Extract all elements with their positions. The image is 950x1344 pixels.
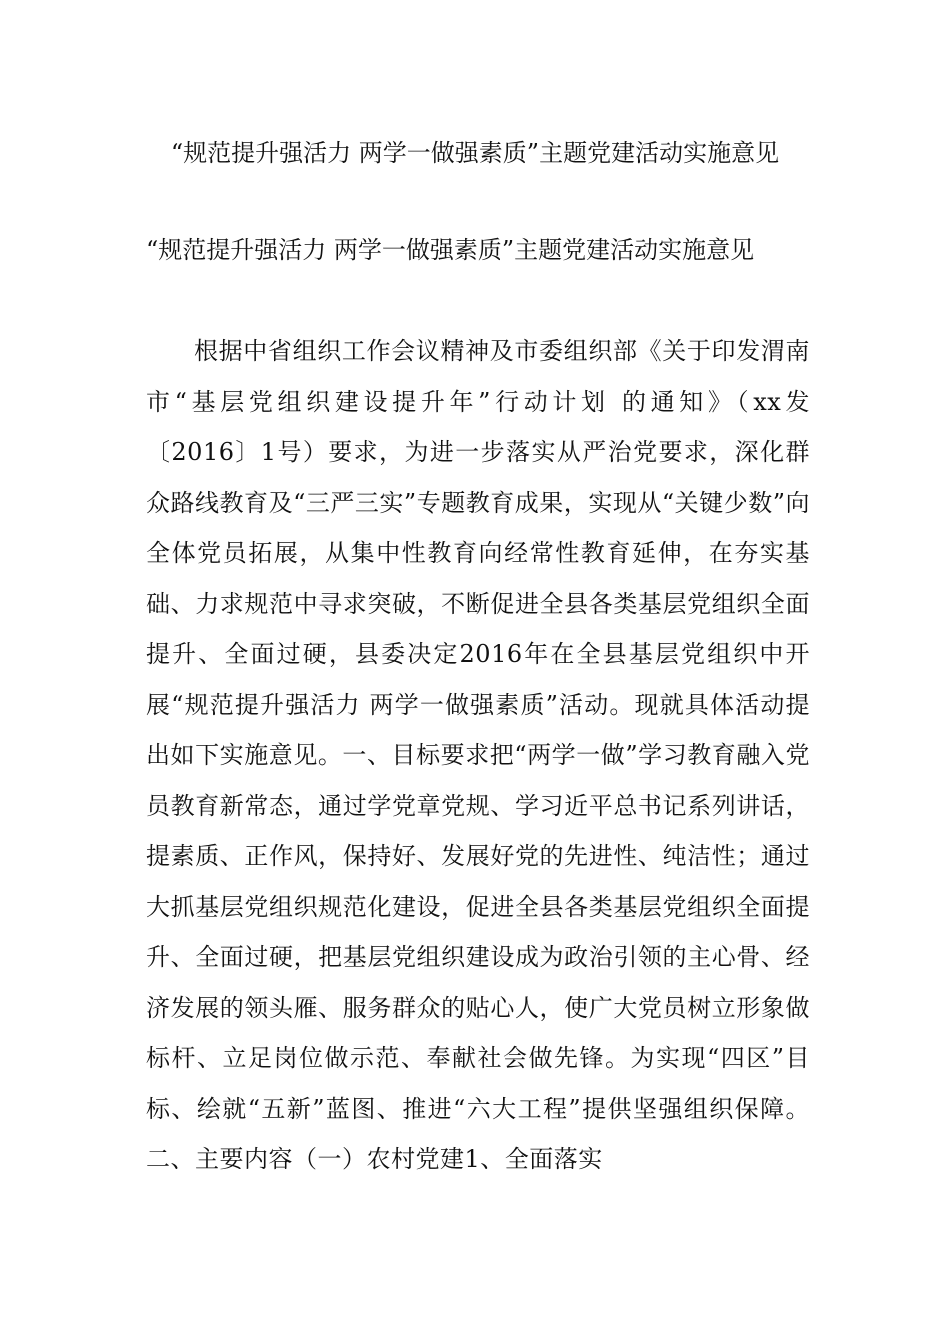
document-subtitle: “规范提升强活力 两学一做强素质”主题党建活动实施意见 (146, 236, 755, 264)
document-body-paragraph: 根据中省组织工作会议精神及市委组织部《关于印发渭南市“基层党组织建设提升年”行动计划 的通知》（xx发〔2016〕1号）要求，为进一步落实从严治党要求，深化群众路线教育及“三严三实”专题教育成果，实现从“关键少数”向全体党员拓展，从集中性教育向经常性教育延伸，在夯实基础、力求规范中寻求突破，不断促进全县各类基层党组织全面提升、全面过硬，县委决定2016年在全县基层党组织中开展“规范提升强活力 两学一做强素质”活动。现就具体活动提出如下实施意见。一、目标要求把“两学一做”学习教育融入党员教育新常态，通过学党章党规、学习近平总书记系列讲话，提素质、正作风，保持好、发展好党的先进性、纯洁性；通过大抓基层党组织规范化建设，促进全县各类基层党组织全面提升、全面过硬，把基层党组织建设成为政治引领的主心骨、经济发展的领头雁、服务群众的贴心人，使广大党员树立形象做标杆、立足岗位做示范、奉献社会做先锋。为实现“四区”目标、绘就“五新”蓝图、推进“六大工程”提供坚强组织保障。二、主要内容（一）农村党建1、全面落实 (146, 337, 810, 1173)
document-title: “规范提升强活力 两学一做强素质”主题党建活动实施意见 (170, 139, 780, 167)
